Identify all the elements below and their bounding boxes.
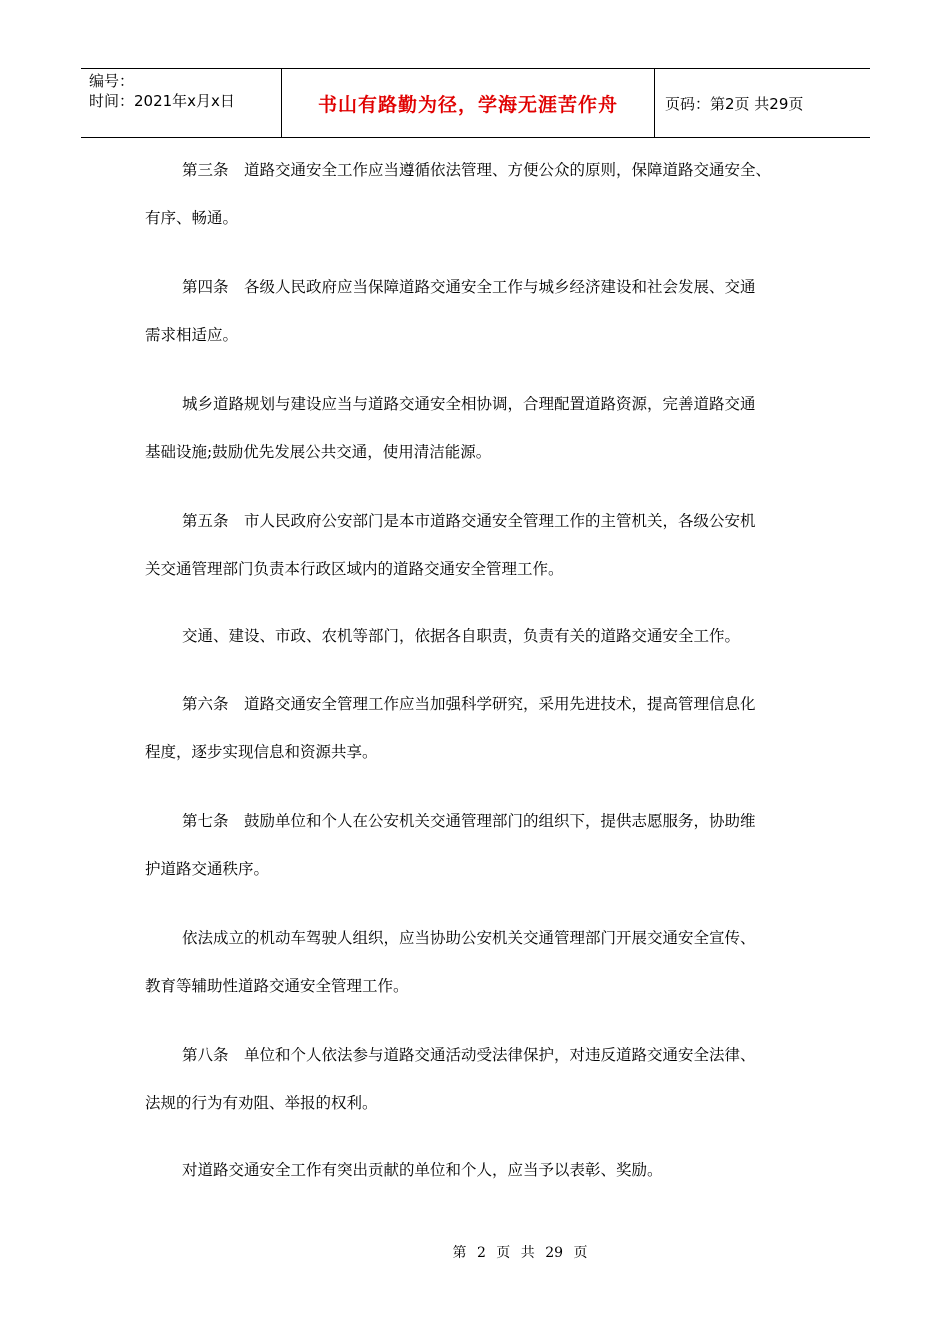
paragraph-article-8	[145, 1031, 825, 1127]
paragraph-article-5	[145, 497, 825, 593]
paragraph-line: 法规的行为有劝阻、举报的权利。	[145, 1094, 378, 1112]
paragraph-line: 对道路交通安全工作有突出贡献的单位和个人，应当予以表彰、奖励。	[182, 1161, 663, 1179]
page-footer: 第 2 页 共 29 页	[452, 1245, 588, 1261]
paragraph-line: 有序、畅通。	[145, 209, 239, 227]
paragraph-line: 第五条 市人民政府公安部门是本市道路交通安全管理工作的主管机关，各级公安机	[182, 512, 756, 530]
paragraph-line: 第六条 道路交通安全管理工作应当加强科学研究，采用先进技术，提高管理信息化	[182, 695, 756, 713]
paragraph-line: 教育等辅助性道路交通安全管理工作。	[145, 977, 409, 995]
header-meta	[81, 69, 282, 137]
paragraph-line: 城乡道路规划与建设应当与道路交通安全相协调，合理配置道路资源，完善道路交通	[182, 395, 756, 413]
paragraph-line: 第四条 各级人民政府应当保障道路交通安全工作与城乡经济建设和社会发展、交通	[182, 278, 756, 296]
header-motto: 书山有路勤为径，学海无涯苦作舟	[282, 69, 655, 137]
paragraph-article-7-clause-2	[145, 914, 825, 1010]
paragraph-line: 依法成立的机动车驾驶人组织，应当协助公安机关交通管理部门开展交通安全宣传、	[182, 929, 756, 947]
paragraph-line: 第七条 鼓励单位和个人在公安机关交通管理部门的组织下，提供志愿服务，协助维	[182, 812, 756, 830]
paragraph-article-6	[145, 680, 825, 776]
paragraph-line: 基础设施;鼓励优先发展公共交通，使用清洁能源。	[145, 443, 492, 461]
paragraph-article-3	[145, 146, 825, 242]
paragraph-article-8-clause-2	[145, 1146, 825, 1194]
page-header	[81, 68, 870, 138]
document-time-label: 时间：2021年x月x日	[89, 92, 235, 110]
paragraph-line: 护道路交通秩序。	[145, 860, 270, 878]
document-number-label: 编号：	[89, 72, 135, 90]
paragraph-line: 交通、建设、市政、农机等部门，依据各自职责，负责有关的道路交通安全工作。	[182, 627, 741, 645]
paragraph-article-7	[145, 797, 825, 893]
paragraph-line: 关交通管理部门负责本行政区域内的道路交通安全管理工作。	[145, 560, 564, 578]
paragraph-article-4	[145, 263, 825, 359]
paragraph-line: 第八条 单位和个人依法参与道路交通活动受法律保护，对违反道路交通安全法律、	[182, 1046, 756, 1064]
paragraph-line: 程度，逐步实现信息和资源共享。	[145, 743, 378, 761]
paragraph-article-5-clause-2	[145, 612, 825, 660]
paragraph-line: 第三条 道路交通安全工作应当遵循依法管理、方便公众的原则，保障道路交通安全、	[182, 161, 772, 179]
paragraph-line: 需求相适应。	[145, 326, 239, 344]
header-page-info: 页码：第2页 共29页	[665, 94, 804, 113]
paragraph-article-4-clause-2	[145, 380, 825, 476]
